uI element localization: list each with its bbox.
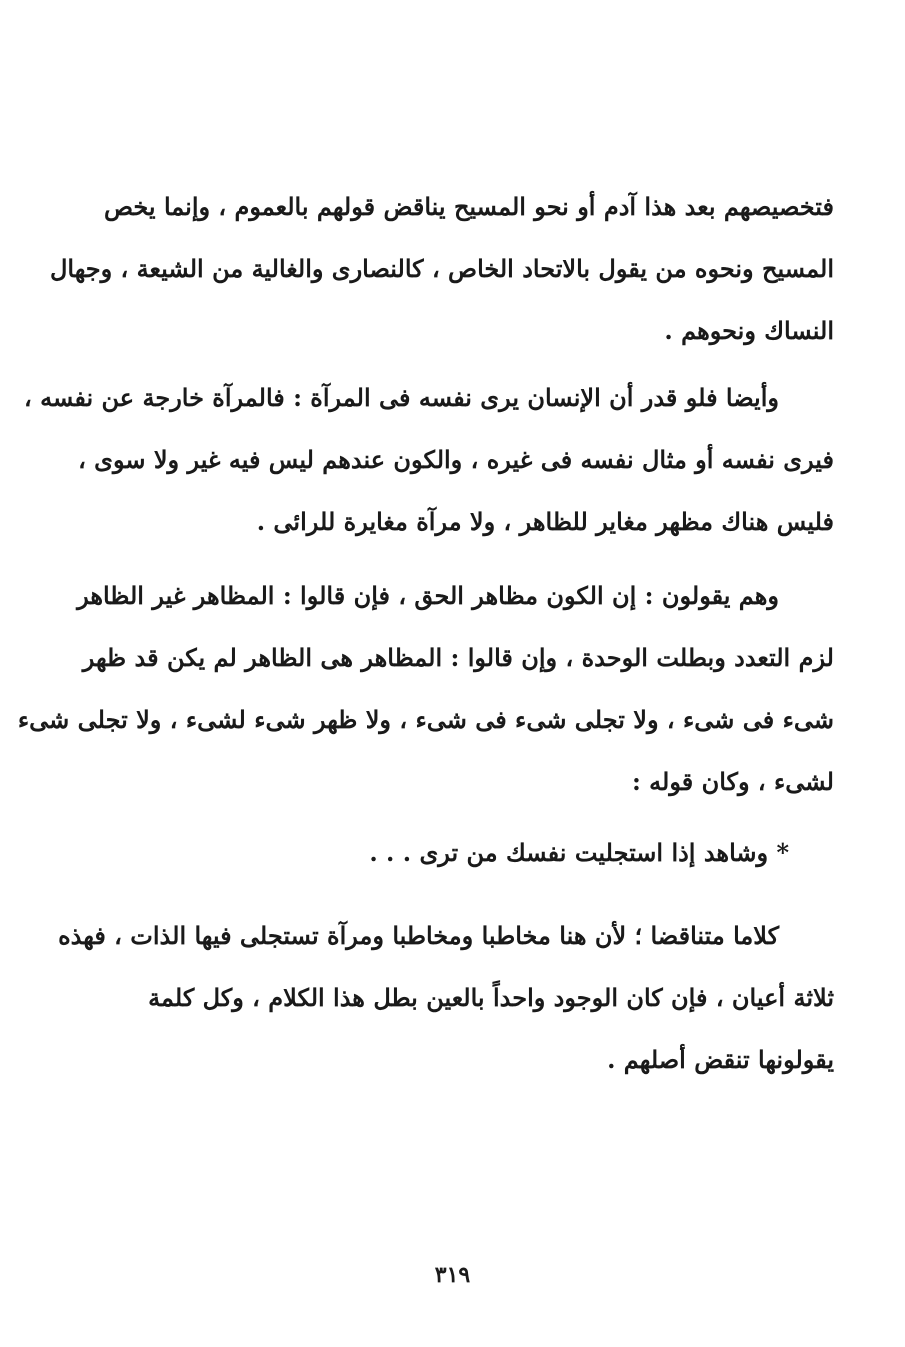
paragraph-1-line-1: فتخصيصهم بعد هذا آدم أو نحو المسيح يناقض قولهم بالعموم ، وإنما يخص bbox=[104, 192, 834, 221]
paragraph-3 bbox=[17, 565, 834, 813]
paragraph-3-line-3: شىء فى شىء ، ولا تجلى شىء فى شىء ، ولا ظهر شىء لشىء ، ولا تجلى شىء bbox=[17, 705, 834, 734]
paragraph-5-line-1: كلاما متناقضا ؛ لأن هنا مخاطبا ومخاطبا ومرآة تستجلى فيها الذات ، فهذه bbox=[58, 921, 779, 950]
paragraph-3-line-4: لشىء ، وكان قوله : bbox=[631, 767, 834, 796]
paragraph-2 bbox=[23, 367, 834, 553]
paragraph-3-line-2: لزم التعدد وبطلت الوحدة ، وإن قالوا : المظاهر هى الظاهر لم يكن قد ظهر bbox=[82, 643, 834, 672]
paragraph-2-line-2: فيرى نفسه أو مثال نفسه فى غيره ، والكون عندهم ليس فيه غير ولا سوى ، bbox=[78, 445, 834, 474]
paragraph-5-line-2: ثلاثة أعيان ، فإن كان الوجود واحداً بالعين بطل هذا الكلام ، وكل كلمة bbox=[148, 983, 834, 1012]
paragraph-3-line-1: وهم يقولون : إن الكون مظاهر الحق ، فإن قالوا : المظاهر غير الظاهر bbox=[77, 581, 779, 610]
paragraph-1 bbox=[49, 176, 834, 362]
paragraph-5-line-3: يقولونها تنقض أصلهم . bbox=[607, 1045, 834, 1074]
paragraph-2-line-1: وأيضا فلو قدر أن الإنسان يرى نفسه فى المرآة : فالمرآة خارجة عن نفسه ، bbox=[23, 383, 779, 412]
paragraph-1-line-3: النساك ونحوهم . bbox=[664, 316, 834, 345]
paragraph-2-line-3: فليس هناك مظهر مغاير للظاهر ، ولا مرآة مغايرة للرائى . bbox=[256, 507, 834, 536]
paragraph-1-line-2: المسيح ونحوه من يقول بالاتحاد الخاص ، كالنصارى والغالية من الشيعة ، وجهال bbox=[49, 254, 834, 283]
page-number: ٣١٩ bbox=[434, 1262, 471, 1288]
verse-quote-line: * وشاهد إذا استجليت نفسك من ترى . . . bbox=[369, 838, 789, 867]
verse-quote bbox=[106, 822, 834, 884]
paragraph-5 bbox=[58, 905, 834, 1091]
